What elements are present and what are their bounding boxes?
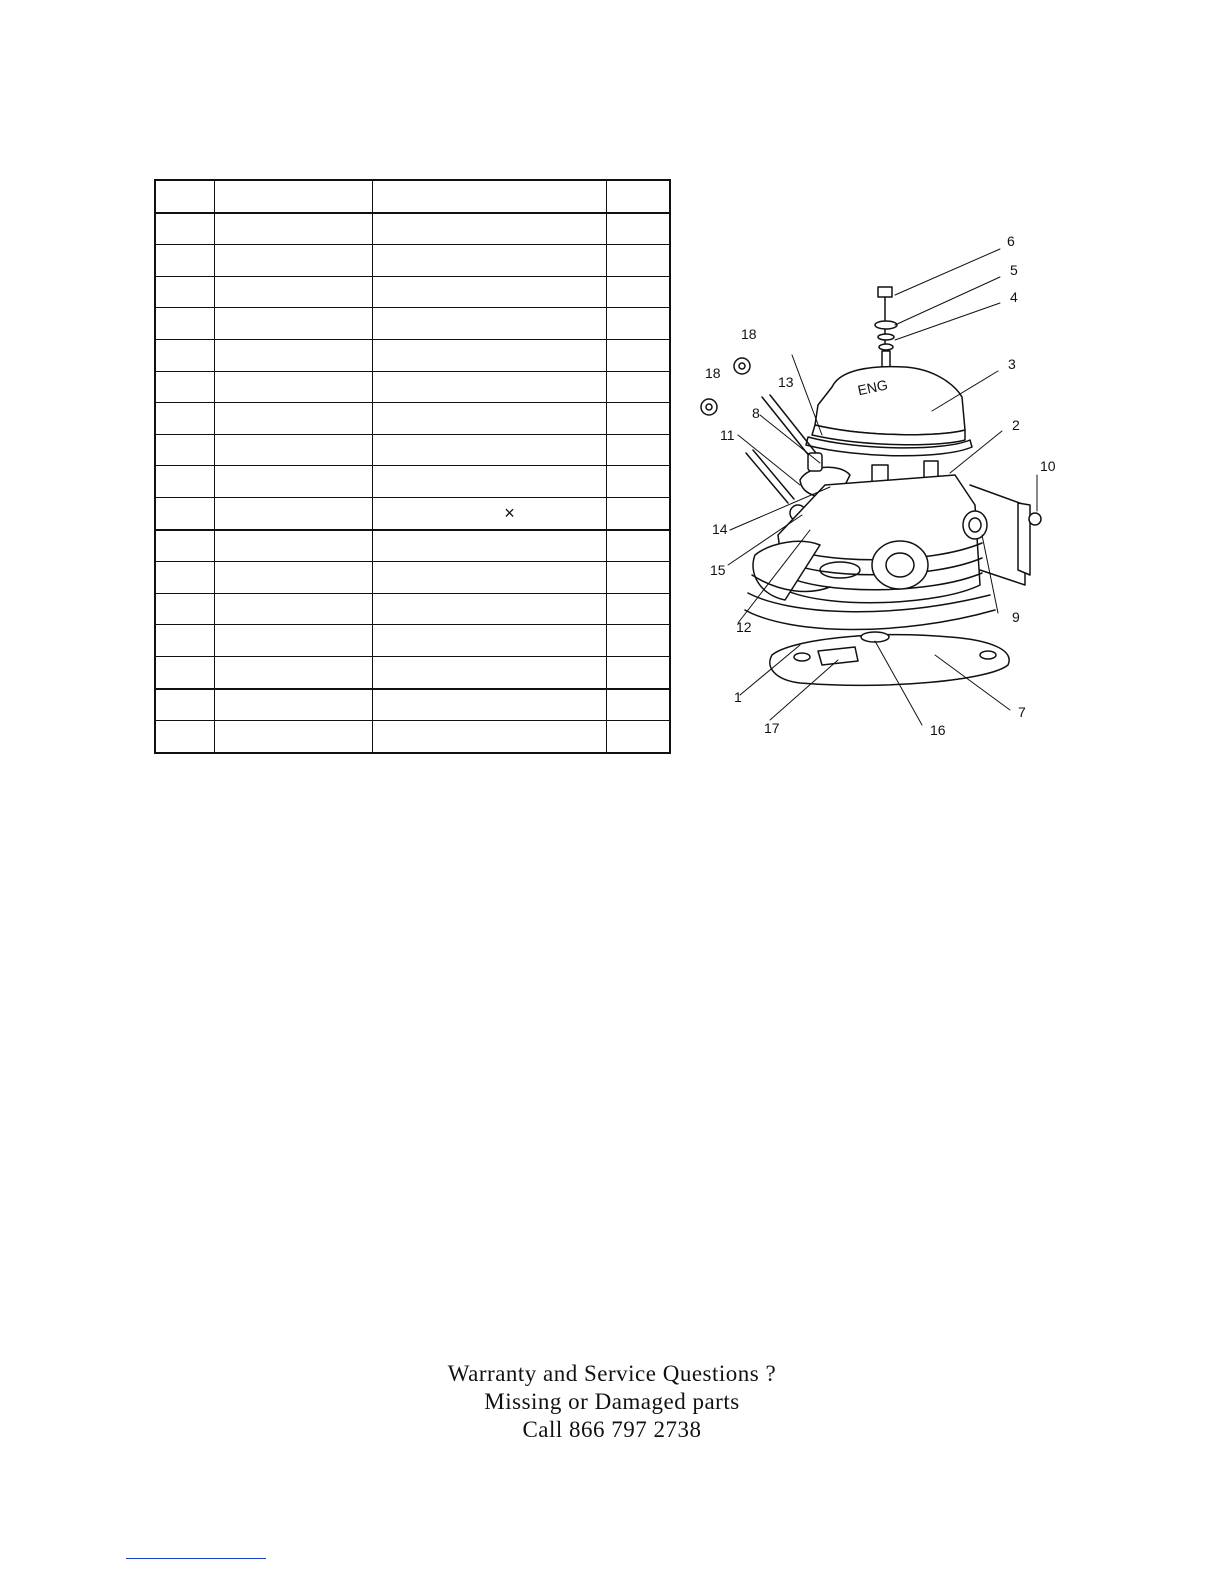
table-cell bbox=[215, 721, 373, 753]
table-cell bbox=[373, 466, 607, 498]
table-row bbox=[155, 213, 670, 245]
callout-number: 1 bbox=[734, 689, 742, 705]
table-cell bbox=[155, 721, 215, 753]
table-cell bbox=[215, 371, 373, 403]
table-cell bbox=[607, 466, 671, 498]
table-cell bbox=[607, 371, 671, 403]
link-underline bbox=[126, 1558, 266, 1559]
table-cell bbox=[155, 625, 215, 657]
callout-number: 2 bbox=[1012, 417, 1020, 433]
cylinder-head-body bbox=[745, 475, 1025, 630]
callout-number: 7 bbox=[1018, 704, 1026, 720]
callout-number: 11 bbox=[720, 427, 735, 443]
table-row bbox=[155, 497, 670, 529]
table-cell bbox=[607, 656, 671, 688]
table-cell bbox=[607, 276, 671, 308]
table-cell bbox=[373, 656, 607, 688]
table-row bbox=[155, 721, 670, 753]
table-cell bbox=[215, 562, 373, 594]
table-cell bbox=[155, 308, 215, 340]
table-cell bbox=[155, 403, 215, 435]
table-row bbox=[155, 656, 670, 688]
table-cell bbox=[155, 689, 215, 721]
parts-table bbox=[154, 179, 671, 754]
table-cell bbox=[373, 434, 607, 466]
callout-number: 13 bbox=[778, 374, 794, 390]
footer-contact bbox=[0, 1360, 1224, 1444]
table-cell bbox=[607, 245, 671, 277]
callout-number: 18 bbox=[741, 326, 757, 342]
table-cell bbox=[215, 625, 373, 657]
table-cell bbox=[607, 403, 671, 435]
table-cell bbox=[373, 245, 607, 277]
callout-number: 6 bbox=[1007, 233, 1015, 249]
table-cell bbox=[607, 625, 671, 657]
table-cell bbox=[607, 721, 671, 753]
table-cell bbox=[215, 466, 373, 498]
table-row bbox=[155, 339, 670, 371]
table-cell bbox=[215, 497, 373, 529]
table-cell bbox=[607, 689, 671, 721]
table-cell bbox=[607, 530, 671, 562]
table-cell bbox=[155, 180, 215, 213]
table-cell bbox=[155, 245, 215, 277]
table-cell bbox=[373, 689, 607, 721]
table-cell bbox=[155, 593, 215, 625]
callout-number: 9 bbox=[1012, 609, 1020, 625]
cover-logo: ENG bbox=[856, 376, 890, 399]
cylinder-head-exploded-diagram bbox=[690, 225, 1070, 755]
table-cell bbox=[155, 562, 215, 594]
valve-cover bbox=[812, 367, 965, 445]
table-cell bbox=[607, 562, 671, 594]
table-row bbox=[155, 276, 670, 308]
table-row bbox=[155, 466, 670, 498]
table-cell bbox=[215, 339, 373, 371]
table-cell bbox=[215, 689, 373, 721]
multiply-sign: × bbox=[504, 502, 515, 523]
table-cell bbox=[607, 434, 671, 466]
table-cell bbox=[373, 497, 607, 529]
callout-number: 10 bbox=[1040, 458, 1056, 474]
callout-number: 14 bbox=[712, 521, 728, 537]
table-cell bbox=[373, 371, 607, 403]
table-row bbox=[155, 625, 670, 657]
table-cell bbox=[607, 593, 671, 625]
callout-number: 18 bbox=[705, 365, 721, 381]
head-gasket bbox=[770, 632, 1009, 685]
table-cell bbox=[215, 180, 373, 213]
table-cell bbox=[607, 497, 671, 529]
table-cell bbox=[373, 180, 607, 213]
table-cell bbox=[155, 530, 215, 562]
callout-number: 15 bbox=[710, 562, 726, 578]
table-cell bbox=[215, 276, 373, 308]
table-cell bbox=[373, 276, 607, 308]
callout-number: 4 bbox=[1010, 289, 1018, 305]
table-cell bbox=[607, 339, 671, 371]
screw-18b bbox=[701, 399, 717, 415]
table-cell bbox=[155, 276, 215, 308]
table-cell bbox=[215, 656, 373, 688]
table-cell bbox=[373, 562, 607, 594]
table-row bbox=[155, 593, 670, 625]
table-cell bbox=[215, 403, 373, 435]
table-row bbox=[155, 530, 670, 562]
table-cell bbox=[373, 530, 607, 562]
table-cell bbox=[155, 497, 215, 529]
table-row bbox=[155, 308, 670, 340]
table-cell bbox=[155, 339, 215, 371]
table-cell bbox=[215, 245, 373, 277]
table-cell bbox=[155, 213, 215, 245]
table-cell bbox=[373, 625, 607, 657]
table-cell bbox=[215, 434, 373, 466]
table-row bbox=[155, 245, 670, 277]
table-cell bbox=[215, 593, 373, 625]
footer-phone-line: Call 866 797 2738 bbox=[522, 1417, 702, 1442]
table-row bbox=[155, 562, 670, 594]
screw-18a bbox=[734, 358, 750, 374]
footer-missing-parts-line: Missing or Damaged parts bbox=[484, 1389, 740, 1414]
callout-number: 17 bbox=[764, 720, 780, 736]
table-cell bbox=[373, 339, 607, 371]
table-cell bbox=[155, 434, 215, 466]
table-row bbox=[155, 689, 670, 721]
table-cell bbox=[373, 721, 607, 753]
table-cell bbox=[215, 530, 373, 562]
cover-bolt bbox=[875, 287, 897, 367]
table-cell bbox=[373, 308, 607, 340]
table-cell bbox=[155, 371, 215, 403]
callout-number: 8 bbox=[752, 405, 760, 421]
table-cell bbox=[155, 466, 215, 498]
side-bracket bbox=[1018, 503, 1041, 575]
table-row bbox=[155, 403, 670, 435]
callout-number: 16 bbox=[930, 722, 946, 738]
table-row bbox=[155, 434, 670, 466]
footer-warranty-line: Warranty and Service Questions ? bbox=[447, 1361, 777, 1386]
table-cell bbox=[373, 403, 607, 435]
table-cell bbox=[373, 213, 607, 245]
callout-number: 5 bbox=[1010, 262, 1018, 278]
callout-number: 12 bbox=[736, 619, 752, 635]
table-row bbox=[155, 371, 670, 403]
table-cell bbox=[607, 213, 671, 245]
table-cell bbox=[607, 180, 671, 213]
table-cell bbox=[215, 213, 373, 245]
table-cell bbox=[607, 308, 671, 340]
table-cell bbox=[373, 593, 607, 625]
table-row bbox=[155, 180, 670, 213]
table-cell bbox=[155, 656, 215, 688]
table-cell bbox=[215, 308, 373, 340]
callout-number: 3 bbox=[1008, 356, 1016, 372]
